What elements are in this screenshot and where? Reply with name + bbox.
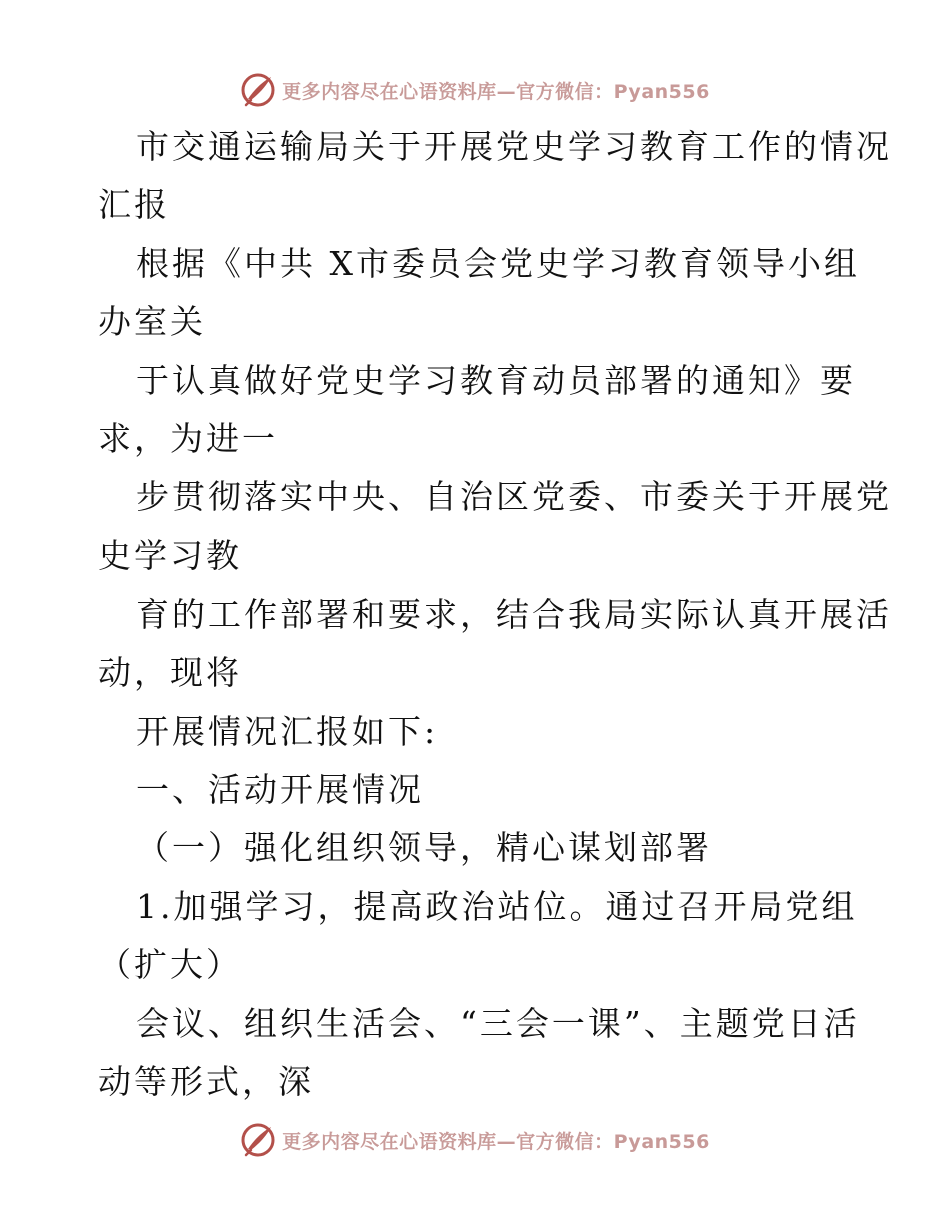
doc-line-11: 开展情况汇报如下: bbox=[136, 712, 439, 751]
quill-pen-logo-icon bbox=[240, 72, 276, 108]
doc-line-6: 求，为进一 bbox=[98, 419, 278, 458]
doc-line-5: 于认真做好党史学习教育动员部署的通知》要 bbox=[136, 361, 856, 400]
doc-line-10: 动，现将 bbox=[98, 653, 242, 692]
doc-line-8: 史学习教 bbox=[98, 536, 242, 575]
watermark-banner-top bbox=[0, 70, 950, 110]
quill-pen-logo-icon bbox=[240, 1122, 276, 1158]
doc-line-4: 办室关 bbox=[98, 302, 206, 341]
doc-line-14: 1.加强学习，提高政治站位。通过召开局党组 bbox=[136, 887, 858, 926]
doc-line-1: 市交通运输局关于开展党史学习教育工作的情况 bbox=[136, 127, 892, 166]
watermark-banner-bottom bbox=[0, 1120, 950, 1160]
watermark-text: 更多内容尽在心语资料库—官方微信：Pyan556 bbox=[282, 1130, 710, 1153]
doc-line-13: （一）强化组织领导，精心谋划部署 bbox=[136, 828, 712, 867]
watermark-text: 更多内容尽在心语资料库—官方微信：Pyan556 bbox=[282, 80, 710, 103]
doc-line-7: 步贯彻落实中央、自治区党委、市委关于开展党 bbox=[136, 477, 892, 516]
doc-line-3: 根据《中共 X市委员会党史学习教育领导小组 bbox=[136, 244, 860, 283]
doc-line-16: 会议、组织生活会、“三会一课”、主题党日活 bbox=[136, 1004, 860, 1043]
doc-line-15: （扩大） bbox=[98, 945, 242, 984]
doc-line-17: 动等形式，深 bbox=[98, 1062, 314, 1101]
doc-line-9: 育的工作部署和要求，结合我局实际认真开展活 bbox=[136, 595, 892, 634]
doc-line-12: 一、活动开展情况 bbox=[136, 770, 424, 809]
doc-line-2: 汇报 bbox=[98, 185, 170, 224]
